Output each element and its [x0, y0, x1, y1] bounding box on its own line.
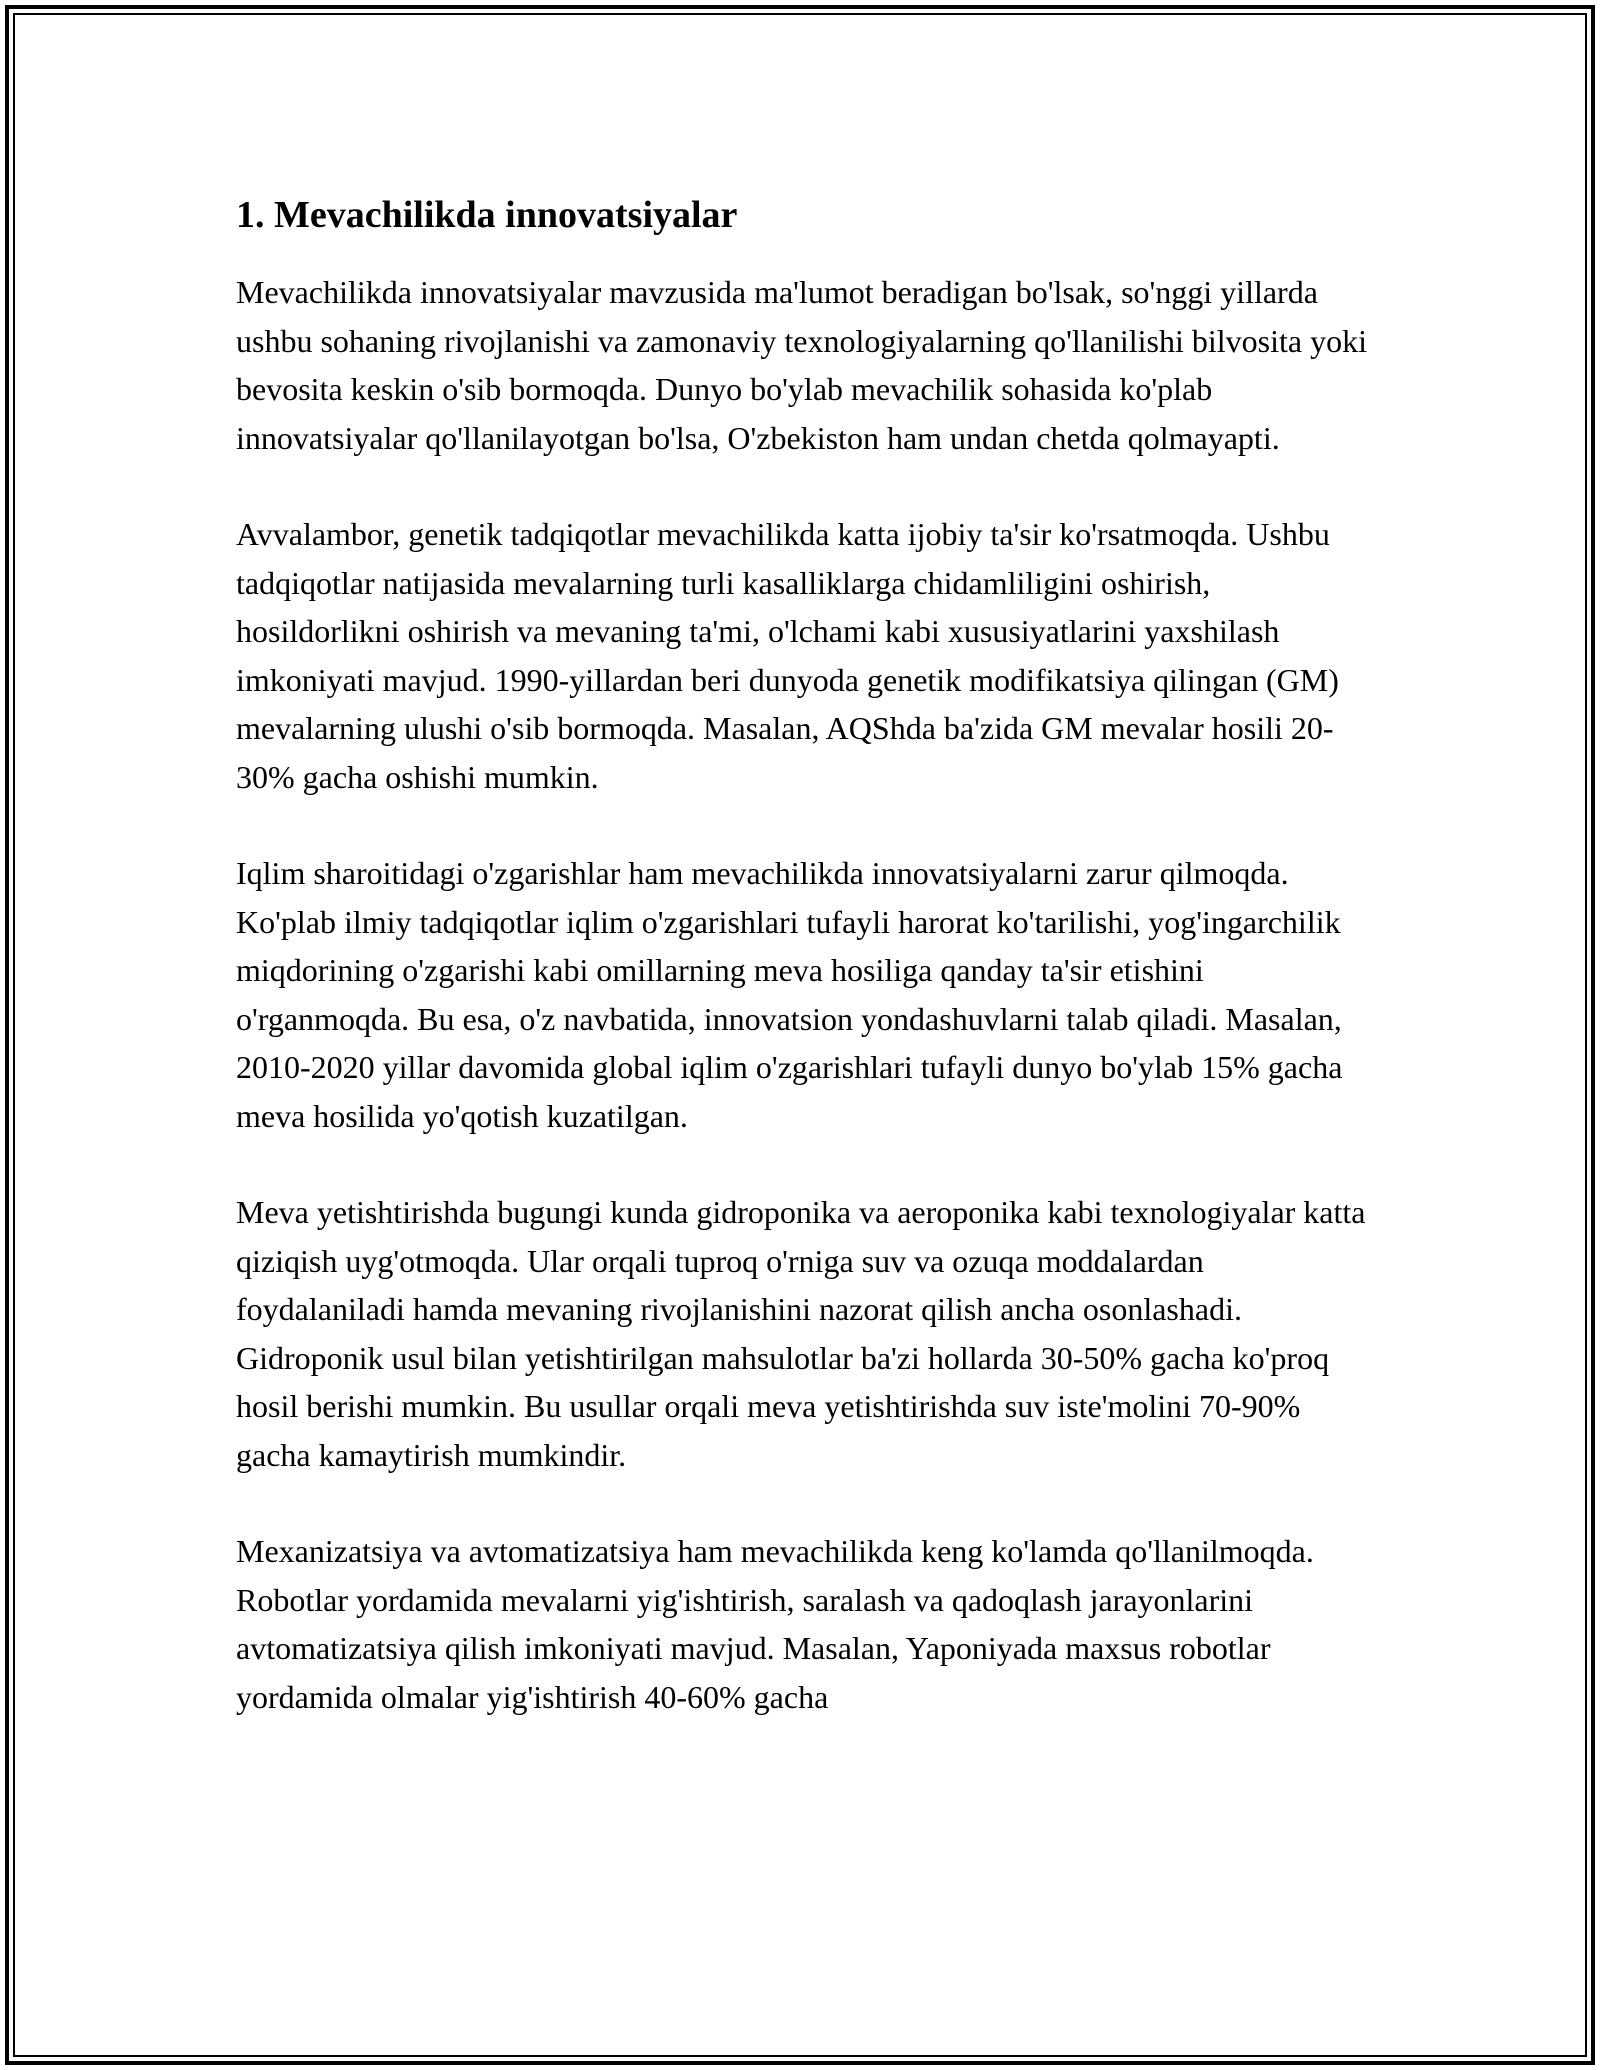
paragraph-intro: Mevachilikda innovatsiyalar mavzusida ma'lumot beradigan bo'lsak, so'nggi yillarda ushbu sohaning rivojlanishi va zamonaviy texnologiyalarning qo'llanilishi bilvosita yoki bevosita keskin o'sib bormoqda. Dunyo bo'ylab mevachilik sohasida ko'plab innovatsiyalar qo'llanilayotgan bo'lsa, O'zbekiston ham undan chetda qolmayapti.	[236, 274, 1367, 456]
paragraph-genetics: Avvalambor, genetik tadqiqotlar mevachilikda katta ijobiy ta'sir ko'rsatmoqda. Ushbu tadqiqotlar natijasida mevalarning turli kasalliklarga chidamliligini oshirish, hosildorlikni oshirish va mevaning ta'mi, o'lchami kabi xususiyatlarini yaxshilash imkoniyati mavjud. 1990-yillardan beri dunyoda genetik modifikatsiya qilingan (GM) mevalarning ulushi o'sib bormoqda. Masalan, AQShda ba'zida GM mevalar hosili 20-30% gacha oshishi mumkin.	[236, 516, 1339, 795]
paragraph-automation: Mexanizatsiya va avtomatizatsiya ham mevachilikda keng ko'lamda qo'llanilmoqda. Robotlar yordamida mevalarni yig'ishtirish, saralash va qadoqlash jarayonlarini avtomatizatsiya qilish imkoniyati mavjud. Masalan, Yaponiyada maxsus robotlar yordamida olmalar yig'ishtirish 40-60% gacha	[236, 1533, 1314, 1715]
paragraph-hydroponics: Meva yetishtirishda bugungi kunda gidroponika va aeroponika kabi texnologiyalar katta qiziqish uyg'otmoqda. Ular orqali tuproq o'rniga suv va ozuqa moddalardan foydalaniladi hamda mevaning rivojlanishini nazorat qilish ancha osonlashadi. Gidroponik usul bilan yetishtirilgan mahsulotlar ba'zi hollarda 30-50% gacha ko'proq hosil berishi mumkin. Bu usullar orqali meva yetishtirishda suv iste'molini 70-90% gacha kamaytirish mumkindir.	[236, 1194, 1366, 1473]
paragraph-climate: Iqlim sharoitidagi o'zgarishlar ham mevachilikda innovatsiyalarni zarur qilmoqda. Ko'plab ilmiy tadqiqotlar iqlim o'zgarishlari tufayli harorat ko'tarilishi, yog'ingarchilik miqdorining o'zgarishi kabi omillarning meva hosiliga qanday ta'sir etishini o'rganmoqda. Bu esa, o'z navbatida, innovatsion yondashuvlarni talab qiladi. Masalan, 2010-2020 yillar davomida global iqlim o'zgarishlari tufayli dunyo bo'ylab 15% gacha meva hosilida yo'qotish kuzatilgan.	[236, 855, 1343, 1134]
document-heading: 1. Mevachilikda innovatsiyalar	[236, 194, 738, 236]
document-body	[236, 182, 1376, 1769]
